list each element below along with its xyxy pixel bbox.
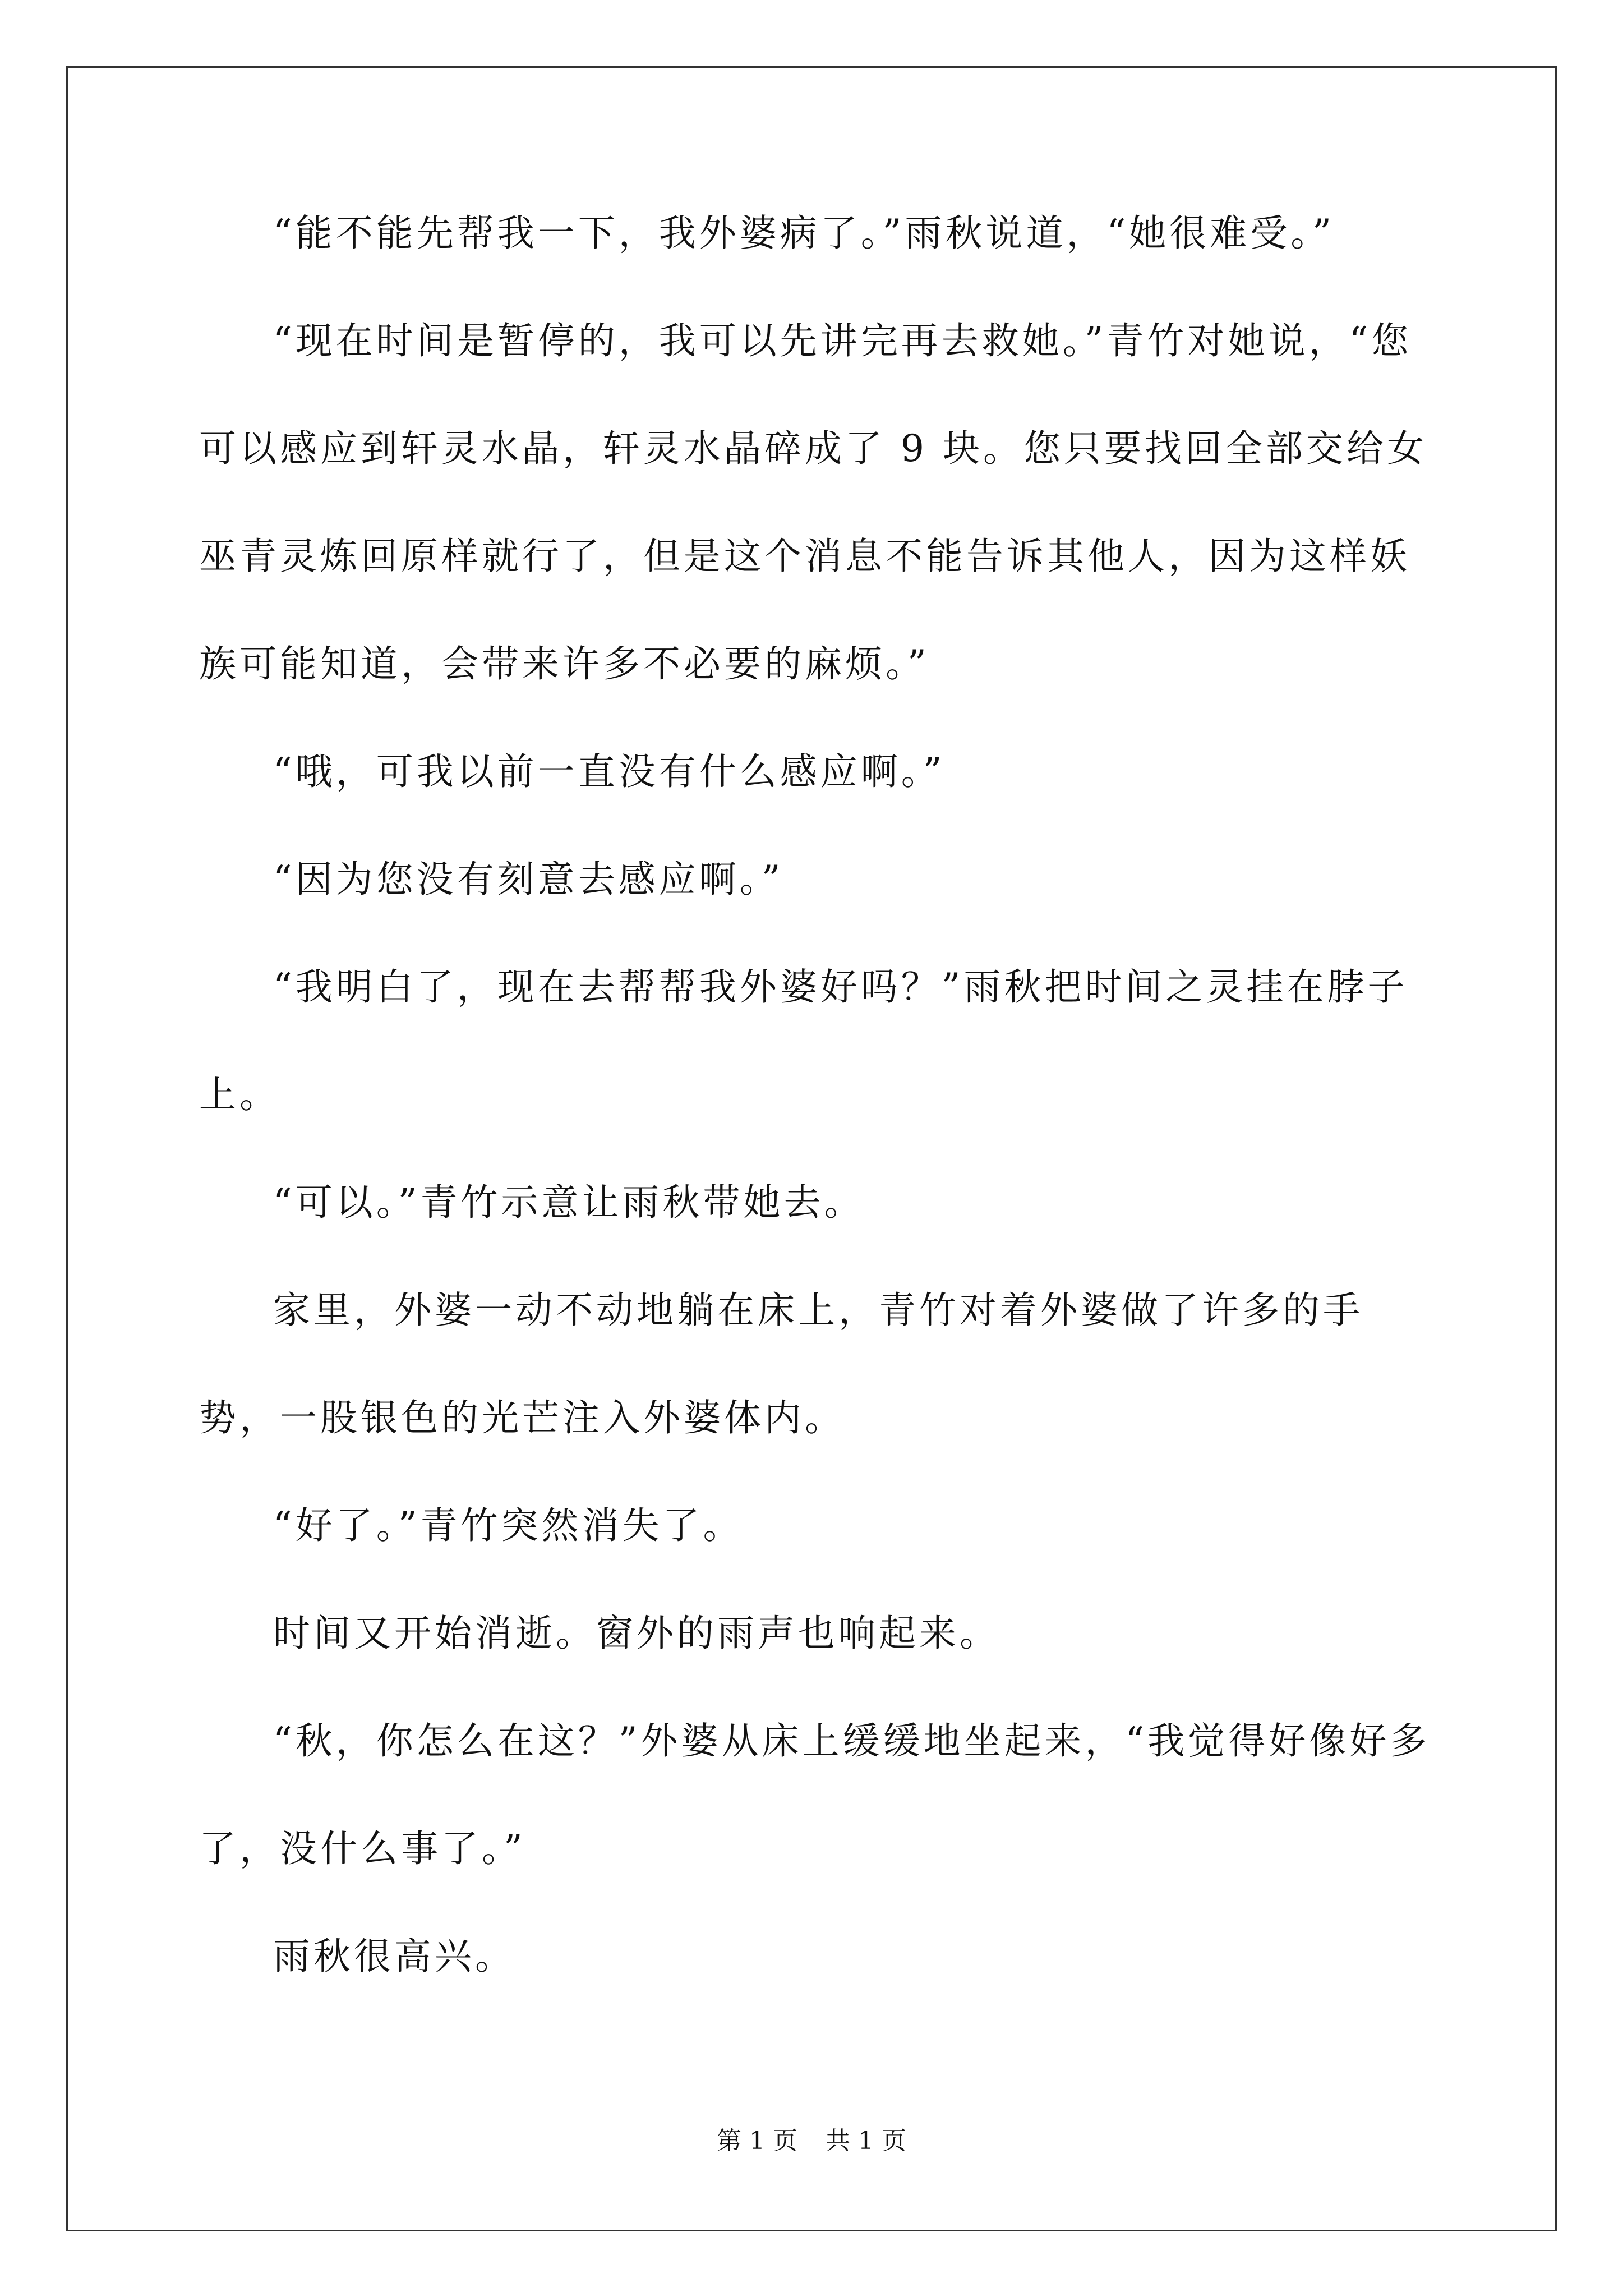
page-total: 共 1 页 bbox=[826, 2127, 906, 2155]
paragraph-3: “哦，可我以前一直没有什么感应啊。” bbox=[273, 750, 946, 793]
paragraph-6: “可以。”青竹示意让雨秋带她去。 bbox=[273, 1181, 865, 1224]
paragraph-4: “因为您没有刻意去感应啊。” bbox=[273, 858, 784, 901]
paragraph-1: “能不能先帮我一下，我外婆病了。”雨秋说道，“她很难受。” bbox=[273, 211, 1335, 255]
paragraph-5: “我明白了，现在去帮帮我外婆好吗？”雨秋把时间之灵挂在脖子上。 bbox=[199, 965, 1408, 1116]
page-number: 第 1 页 bbox=[717, 2127, 797, 2155]
paragraph-7: 家里，外婆一动不动地躺在床上，青竹对着外婆做了许多的手势，一股银色的光芒注入外婆体内。 bbox=[199, 1289, 1363, 1439]
paragraph-10: “秋，你怎么在这？”外婆从床上缓缓地坐起来，“我觉得好像好多了，没什么事了。” bbox=[199, 1719, 1431, 1870]
paragraph-2: “现在时间是暂停的，我可以先讲完再去救她。”青竹对她说，“您可以感应到轩灵水晶，轩灵水晶碎成了 9 块。您只要找回全部交给女巫青灵炼回原样就行了，但是这个消息不能告诉其他人，因为这样妖族可能知道，会带来许多不必要的麻烦。” bbox=[199, 319, 1427, 685]
paragraph-11: 雨秋很高兴。 bbox=[273, 1935, 515, 1978]
page-footer bbox=[0, 2120, 1623, 2156]
paragraph-9: 时间又开始消逝。窗外的雨声也响起来。 bbox=[273, 1612, 1000, 1655]
paragraph-8: “好了。”青竹突然消失了。 bbox=[273, 1504, 744, 1547]
document-body bbox=[199, 180, 1433, 2010]
